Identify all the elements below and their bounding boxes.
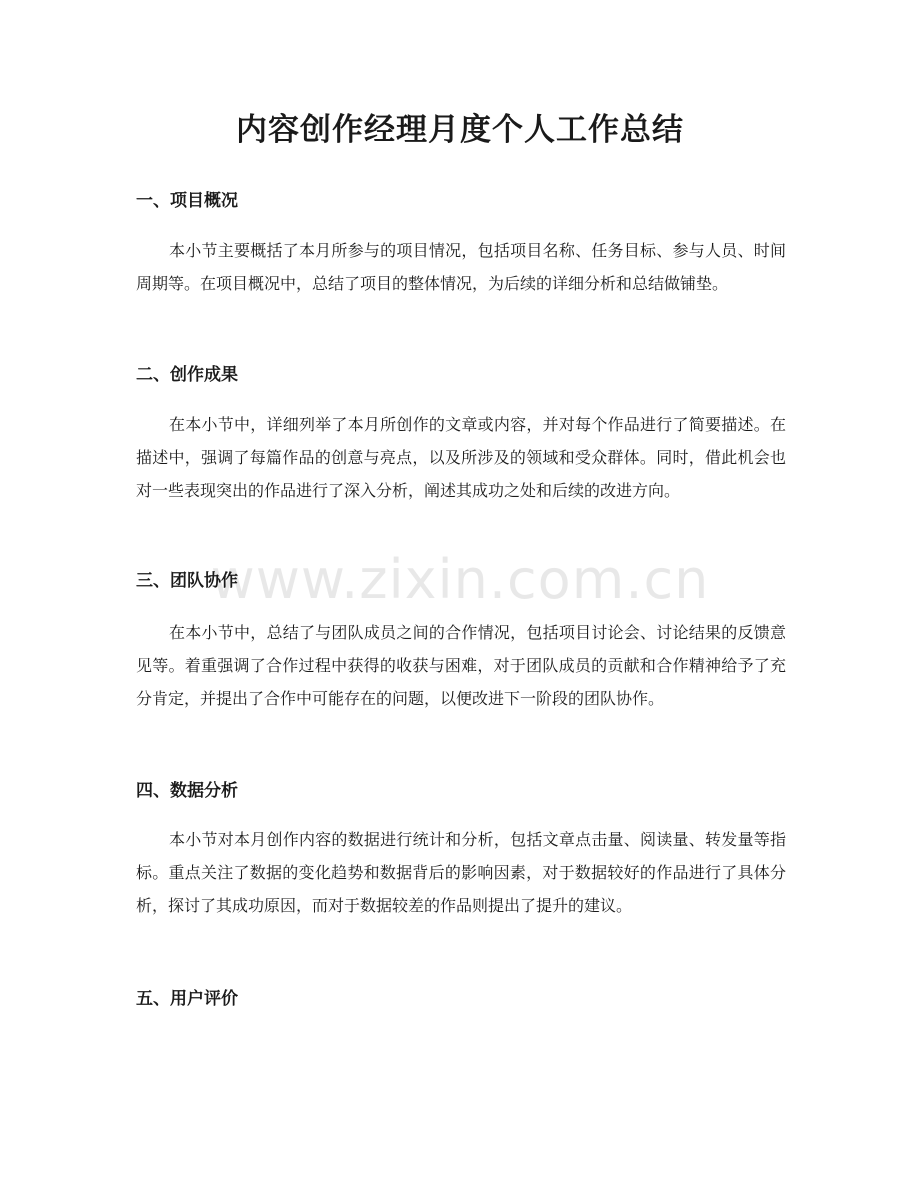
section-body-team-collaboration: 在本小节中，总结了与团队成员之间的合作情况，包括项目讨论会、讨论结果的反馈意见等。着重强调了合作过程中获得的收获与困难，对于团队成员的贡献和合作精神给予了充分肯定，并提出了合作中可能存在的问题，以便改进下一阶段的团队协作。 <box>136 623 786 708</box>
section-heading-team-collaboration: 三、团队协作 <box>136 571 238 591</box>
section-body-creative-results: 在本小节中，详细列举了本月所创作的文章或内容，并对每个作品进行了简要描述。在描述中，强调了每篇作品的创意与亮点，以及所涉及的领域和受众群体。同时，借此机会也对一些表现突出的作品进行了深入分析，阐述其成功之处和后续的改进方向。 <box>136 415 786 500</box>
section-heading-project-overview: 一、项目概况 <box>136 191 238 211</box>
section-body-project-overview: 本小节主要概括了本月所参与的项目情况，包括项目名称、任务目标、参与人员、时间周期等。在项目概况中，总结了项目的整体情况，为后续的详细分析和总结做铺垫。 <box>136 241 786 293</box>
section-body-data-analysis: 本小节对本月创作内容的数据进行统计和分析，包括文章点击量、阅读量、转发量等指标。重点关注了数据的变化趋势和数据背后的影响因素，对于数据较好的作品进行了具体分析，探讨了其成功原因，而对于数据较差的作品则提出了提升的建议。 <box>136 830 786 915</box>
watermark: www.zixin.com.cn <box>210 548 710 611</box>
document-title: 内容创作经理月度个人工作总结 <box>236 112 684 148</box>
section-heading-creative-results: 二、创作成果 <box>136 365 238 385</box>
section-heading-user-feedback: 五、用户评价 <box>136 989 238 1009</box>
section-heading-data-analysis: 四、数据分析 <box>136 781 238 801</box>
